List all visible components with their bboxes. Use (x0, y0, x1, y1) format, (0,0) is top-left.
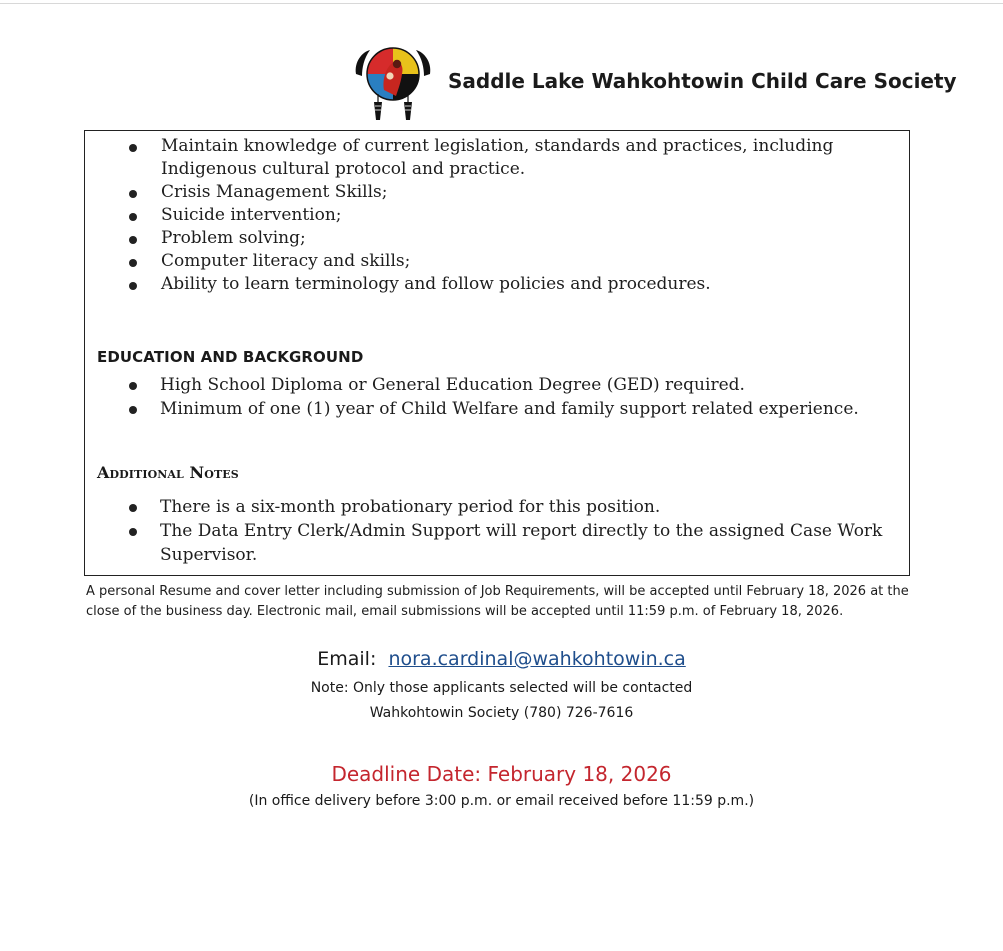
email-link[interactable]: nora.cardinal@wahkohtowin.ca (388, 648, 686, 670)
submission-instructions: A personal Resume and cover letter including submission of Job Requirements, will be accepted until February 18, 2026 at the close of the business day. Electronic mail, email submissions will be accepted until 11:59 p.m. of February 18, 2026. (86, 584, 909, 619)
list-item: Maintain knowledge of current legislation, standards and practices, including Indigenous cultural protocol and practice. (85, 135, 911, 181)
notes-list (85, 495, 911, 567)
deadline-date: Deadline Date: February 18, 2026 (331, 762, 672, 786)
list-item: Suicide intervention; (85, 204, 911, 227)
list-item: High School Diploma or General Education Degree (GED) required. (85, 373, 911, 397)
list-item: There is a six-month probationary period for this position. (85, 495, 911, 519)
skills-list (85, 135, 911, 296)
organization-title: Saddle Lake Wahkohtowin Child Care Society (448, 69, 957, 93)
society-logo (352, 44, 434, 122)
additional-notes-heading: Additional Notes (97, 463, 239, 482)
page-top-rule (0, 3, 1003, 4)
bullet-icon (129, 259, 137, 267)
bullet-icon (129, 213, 137, 221)
bullet-icon (129, 504, 137, 512)
selection-note: Note: Only those applicants selected will be contacted (310, 680, 693, 696)
bullet-icon (129, 144, 137, 152)
list-item: Ability to learn terminology and follow policies and procedures. (85, 273, 911, 296)
list-item: Minimum of one (1) year of Child Welfare and family support related experience. (85, 397, 911, 421)
job-details-box (84, 130, 910, 576)
bullet-icon (129, 190, 137, 198)
phone-line: Wahkohtowin Society (780) 726-7616 (369, 705, 634, 721)
bullet-icon (129, 528, 137, 536)
bullet-icon (129, 236, 137, 244)
email-label: Email: (317, 648, 377, 670)
education-heading: EDUCATION AND BACKGROUND (97, 348, 364, 366)
email-line (0, 648, 1003, 670)
list-item: Crisis Management Skills; (85, 181, 911, 204)
bullet-icon (129, 382, 137, 390)
deadline-note: (In office delivery before 3:00 p.m. or email received before 11:59 p.m.) (248, 793, 755, 809)
education-list (85, 373, 911, 421)
list-item: The Data Entry Clerk/Admin Support will report directly to the assigned Case Work Supervisor. (85, 519, 911, 567)
list-item: Computer literacy and skills; (85, 250, 911, 273)
bullet-icon (129, 282, 137, 290)
bullet-icon (129, 406, 137, 414)
list-item: Problem solving; (85, 227, 911, 250)
